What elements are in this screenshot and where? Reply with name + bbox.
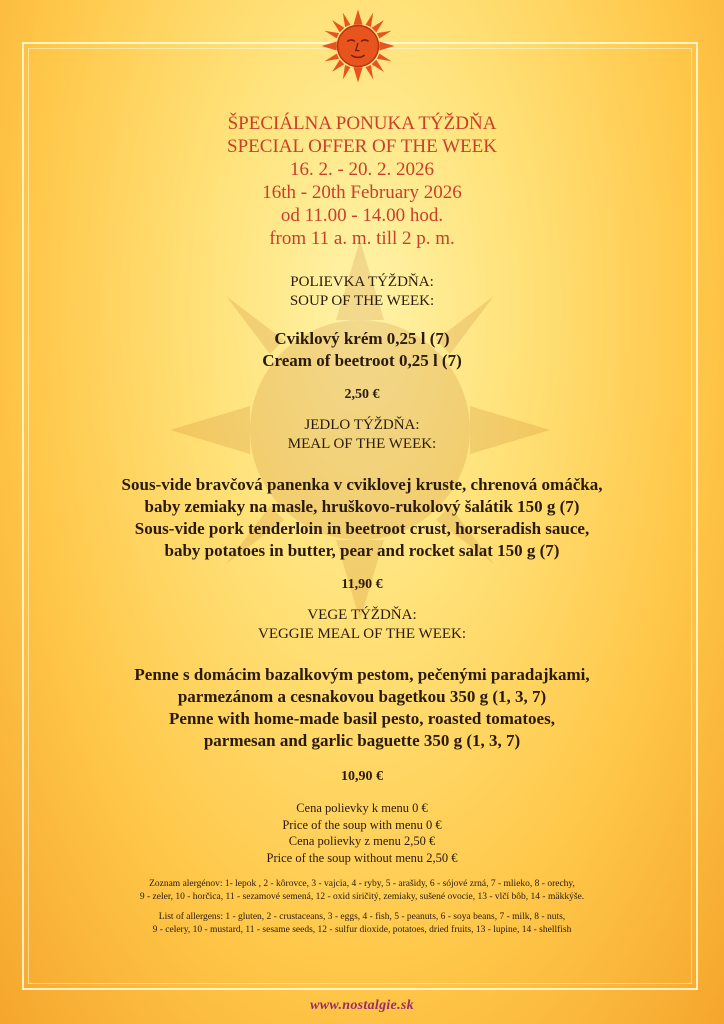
offer-header bbox=[40, 112, 684, 250]
meal-section bbox=[40, 416, 684, 594]
vege-line: Penne s domácim bazalkovým pestom, pečenými paradajkami, bbox=[134, 665, 590, 684]
soup-section bbox=[40, 273, 684, 404]
offer-hours-en: from 11 a. m. till 2 p. m. bbox=[269, 228, 455, 249]
vege-label-sk: VEGE TÝŽDŇA: bbox=[307, 607, 417, 623]
meal-line: Sous-vide pork tenderloin in beetroot crust, horseradish sauce, bbox=[134, 519, 590, 538]
meal-line: baby zemiaky na masle, hruškovo-rukolový šalátik 150 g (7) bbox=[144, 497, 580, 516]
sun-face-icon bbox=[320, 8, 396, 84]
vege-line: parmesan and garlic baguette 350 g (1, 3, 7) bbox=[203, 731, 521, 750]
allergens-list-en bbox=[40, 911, 684, 936]
vege-line: parmezánom a cesnakovou bagetkou 350 g (1, 3, 7) bbox=[177, 687, 547, 706]
offer-dates-sk: 16. 2. - 20. 2. 2026 bbox=[289, 159, 435, 180]
soup-label-sk: POLIEVKA TÝŽDŇA: bbox=[290, 274, 434, 290]
soup-name-en: Cream of beetroot 0,25 l (7) bbox=[262, 351, 462, 370]
offer-dates-en: 16th - 20th February 2026 bbox=[262, 182, 462, 203]
allergens-line: List of allergens: 1 - gluten, 2 - crustaceans, 3 - eggs, 4 - fish, 5 - peanuts, 6 - soya beans, 7 - milk, 8 - nuts, bbox=[158, 912, 566, 922]
soup-label-en: SOUP OF THE WEEK: bbox=[289, 293, 435, 309]
allergens-line: 9 - celery, 10 - mustard, 11 - sesame seeds, 12 - sulfur dioxide, potatoes, dried fruits, 13 - lupine, 14 - shellfish bbox=[152, 924, 572, 935]
soup-price-note: Cena polievky k menu 0 € bbox=[296, 801, 428, 815]
meal-label-en: MEAL OF THE WEEK: bbox=[287, 436, 437, 452]
soup-price: 2,50 € bbox=[344, 387, 380, 402]
meal-line: Sous-vide bravčová panenka v cviklovej kruste, chrenová omáčka, bbox=[121, 475, 603, 494]
allergens-line: Zoznam alergénov: 1- lepok , 2 - kôrovce, 3 - vajcia, 4 - ryby, 5 - arašidy, 6 - sójové zrná, 7 - mlieko, 8 - orechy, bbox=[149, 879, 575, 889]
meal-price: 11,90 € bbox=[341, 577, 383, 592]
allergens-line: 9 - zeler, 10 - horčica, 11 - sezamové semená, 12 - oxid siričitý, zemiaky, sušené ovocie, 13 - vlčí bôb, 14 - mäkkýše. bbox=[139, 891, 585, 902]
soup-name-sk: Cviklový krém 0,25 l (7) bbox=[274, 329, 450, 348]
soup-price-note: Price of the soup without menu 2,50 € bbox=[266, 850, 458, 865]
soup-prices-note bbox=[40, 800, 684, 866]
vege-label-en: VEGGIE MEAL OF THE WEEK: bbox=[257, 626, 467, 642]
vege-line: Penne with home-made basil pesto, roasted tomatoes, bbox=[169, 709, 555, 728]
soup-price-note: Price of the soup with menu 0 € bbox=[282, 817, 442, 832]
meal-label-sk: JEDLO TÝŽDŇA: bbox=[304, 417, 420, 433]
offer-title-en: SPECIAL OFFER OF THE WEEK bbox=[227, 136, 497, 157]
allergens-list-sk bbox=[40, 878, 684, 903]
offer-title-sk: ŠPECIÁLNA PONUKA TÝŽDŇA bbox=[227, 113, 497, 134]
soup-price-note: Cena polievky z menu 2,50 € bbox=[288, 834, 436, 848]
meal-line: baby potatoes in butter, pear and rocket salat 150 g (7) bbox=[164, 541, 560, 560]
vege-section bbox=[40, 606, 684, 786]
menu-content bbox=[40, 112, 684, 936]
offer-hours-sk: od 11.00 - 14.00 hod. bbox=[280, 205, 444, 226]
website-link[interactable]: www.nostalgie.sk bbox=[310, 998, 414, 1013]
vege-price: 10,90 € bbox=[341, 769, 383, 784]
